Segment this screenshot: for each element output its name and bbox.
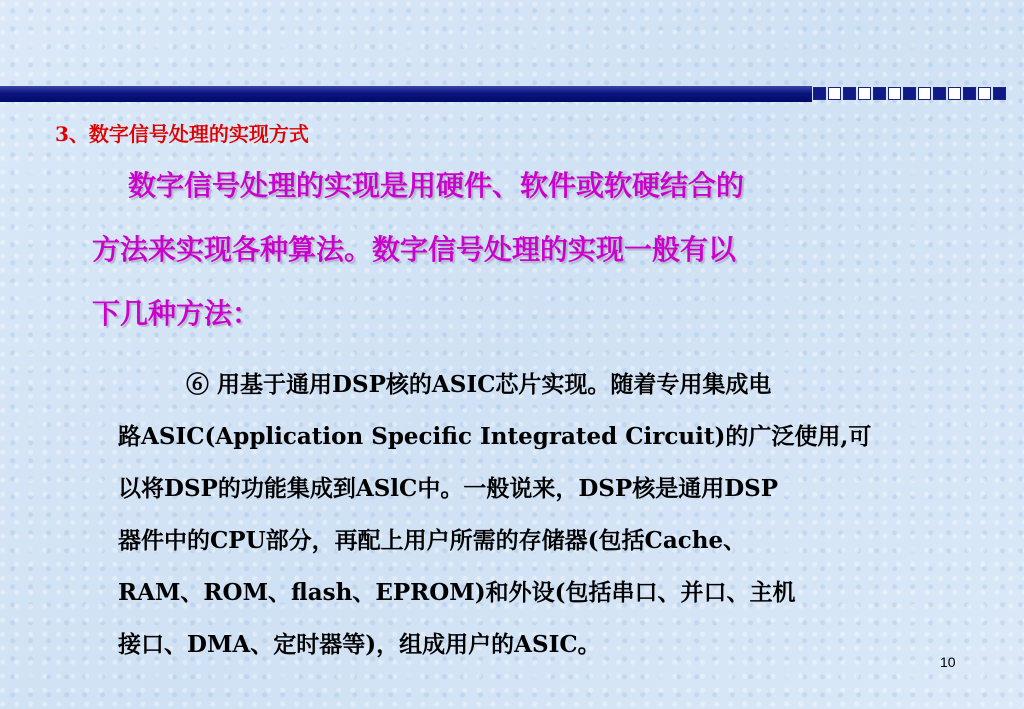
header-square [828,87,841,100]
page-number: 10 [940,654,956,670]
header-square [873,87,886,100]
intro-line: 数字信号处理的实现是用硬件、软件或软硬结合的 [128,169,745,202]
header-square [993,87,1006,100]
intro-line: 方法来实现各种算法。数字信号处理的实现一般有以 [92,233,737,266]
header-square [888,87,901,100]
header-square [933,87,946,100]
header-square [918,87,931,100]
header-bar-stripe [0,86,812,102]
header-square [978,87,991,100]
header-bar [0,86,1024,102]
header-bar-squares [812,86,1007,102]
body-line: 路ASIC(Application Specific Integrated Circuit)的广泛使用,可 [118,423,872,450]
body-line: 器件中的CPU部分，再配上用户所需的存储器(包括Cache、 [118,527,747,554]
header-square [843,87,856,100]
intro-line: 下几种方法： [92,297,261,330]
intro-paragraph [92,162,954,354]
header-square [858,87,871,100]
body-line: 以将DSP的功能集成到ASlC中。一般说来，DSP核是通用DSP [118,475,779,502]
body-paragraph [118,364,988,676]
header-square [903,87,916,100]
header-square [948,87,961,100]
body-line: RAM、ROM、flash、EPROM)和外设(包括串口、并口、主机 [118,579,796,606]
slide-heading: 3、数字信号处理的实现方式 [55,122,309,146]
body-line: 接口、DMA、定时器等)，组成用户的ASIC。 [118,631,601,658]
body-line: ⑥ 用基于通用DSP核的ASIC芯片实现。随着专用集成电 [186,371,772,398]
header-square [963,87,976,100]
header-square [813,87,826,100]
